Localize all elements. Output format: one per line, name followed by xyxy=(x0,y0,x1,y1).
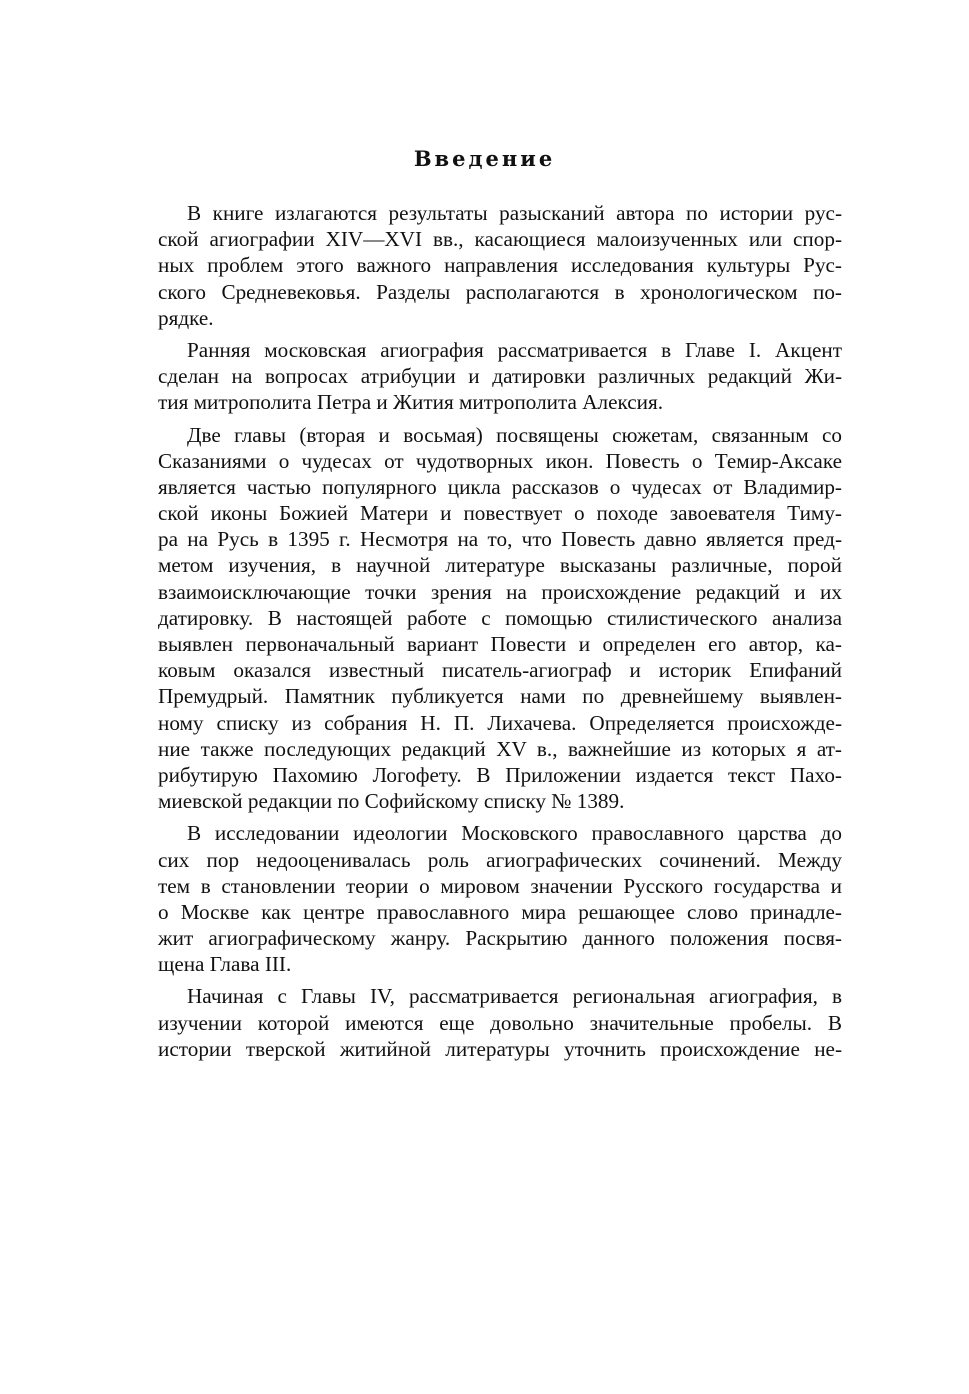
text-line: Две главы (вторая и восьмая) посвящены сюжетам, связанным со xyxy=(187,422,842,447)
text-line: тем в становлении теории о мировом значении Русского государства и xyxy=(158,873,842,898)
text-line: ному списку из собрания Н. П. Лихачева. Определяется происхожде- xyxy=(158,710,842,735)
text-line: Сказаниями о чудесах от чудотворных икон. Повесть о Темир-Аксаке xyxy=(158,448,842,473)
text-line: ра на Русь в 1395 г. Несмотря на то, что Повесть давно является пред- xyxy=(158,527,842,552)
text-line: изучении которой имеются еще довольно значительные пробелы. В xyxy=(158,1010,842,1035)
text-line: ской иконы Божией Матери и повествует о походе завоевателя Тиму- xyxy=(158,501,842,526)
text-line: ных проблем этого важного направления исследования культуры Рус- xyxy=(158,253,842,278)
text-line: истории тверской житийной литературы уточнить происхождение не- xyxy=(158,1036,842,1061)
text-line: метом изучения, в научной литературе высказаны различные, порой xyxy=(158,553,842,578)
text-line: о Москве как центре православного мира решающее слово принадле- xyxy=(158,899,842,924)
text-line: жит агиографическому жанру. Раскрытию данного положения посвя- xyxy=(158,926,842,951)
text-line: щена Глава III. xyxy=(158,952,292,977)
body-text xyxy=(129,200,842,1068)
text-line: ской агиографии XIV—XVI вв., касающиеся малоизученных или спор- xyxy=(158,227,842,252)
text-line: Ранняя московская агиография рассматривается в Главе I. Акцент xyxy=(187,337,842,362)
text-line: тия митрополита Петра и Жития митрополита Алексия. xyxy=(158,390,664,415)
text-line: рядке. xyxy=(158,305,214,330)
paragraph-3 xyxy=(129,422,842,815)
text-line: миевской редакции по Софийскому списку № 1389. xyxy=(158,789,625,814)
text-line: В книге излагаются результаты разысканий автора по истории рус- xyxy=(187,201,842,225)
page-title: Введение xyxy=(413,146,556,171)
text-line: ковым оказался известный писатель-агиограф и историк Епифаний xyxy=(158,658,842,683)
text-line: ского Средневековья. Разделы располагаются в хронологическом по- xyxy=(158,279,842,304)
paragraph-1 xyxy=(129,200,842,331)
text-line: рибутирую Пахомию Логофету. В Приложении издается текст Пахо- xyxy=(158,762,842,787)
text-line: взаимоисключающие точки зрения на происхождение редакций и их xyxy=(158,579,842,604)
text-line: сих пор недооценивалась роль агиографических сочинений. Между xyxy=(158,847,842,872)
text-line: является частью популярного цикла рассказов о чудесах от Владимир- xyxy=(158,474,842,499)
paragraph-5 xyxy=(129,983,842,1062)
text-line: датировку. В настоящей работе с помощью стилистического анализа xyxy=(158,605,842,630)
text-line: Премудрый. Памятник публикуется нами по древнейшему выявлен- xyxy=(158,684,842,709)
text-line: Начиная с Главы IV, рассматривается региональная агиография, в xyxy=(187,984,842,1009)
text-line: В исследовании идеологии Московского православного царства до xyxy=(187,821,842,846)
text-line: ние также последующих редакций XV в., важнейшие из которых я ат- xyxy=(158,736,842,761)
text-line: выявлен первоначальный вариант Повести и определен его автор, ка- xyxy=(158,632,842,656)
text-line: сделан на вопросах атрибуции и датировки различных редакций Жи- xyxy=(158,364,842,389)
paragraph-2 xyxy=(129,337,842,416)
paragraph-4 xyxy=(129,820,842,977)
